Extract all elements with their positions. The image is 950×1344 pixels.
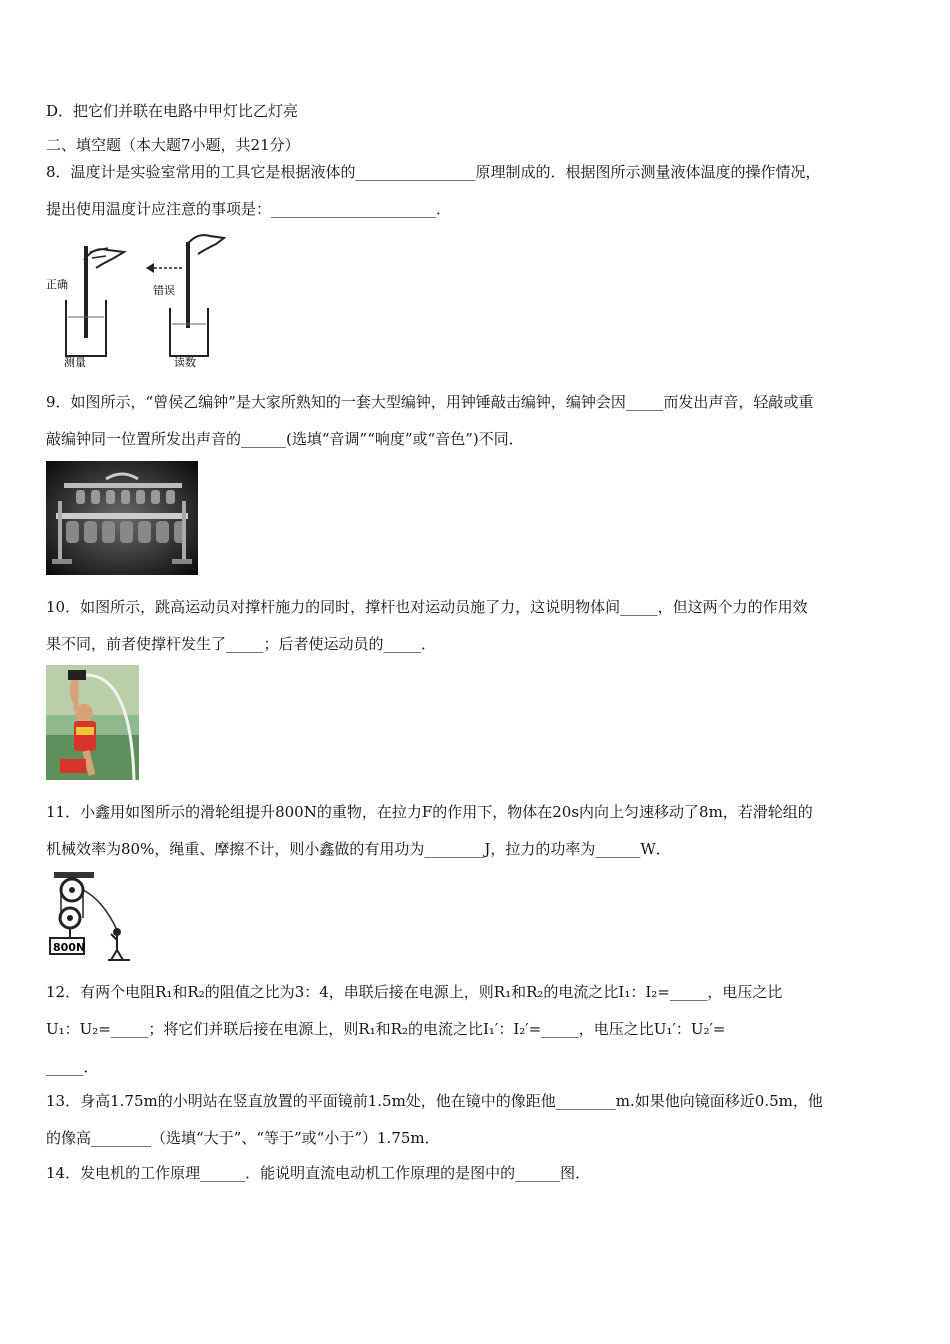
question-13-line-1: 13．身高1.75m的小明站在竖直放置的平面镜前1.5m处，他在镜中的像距他________m.如果他向镜面移近0.5m，他 xyxy=(46,1092,823,1110)
label-wrong: 错误 xyxy=(153,284,175,297)
question-12-line-1: 12．有两个电阻R₁和R₂的阻值之比为3：4，串联后接在电源上，则R₁和R₂的电流之比I₁：I₂=_____，电压之比 xyxy=(46,983,783,1001)
question-8-line-1: 8．温度计是实验室常用的工具它是根据液体的________________原理制成的．根据图所示测量液体温度的操作情况， xyxy=(46,163,821,181)
weight-label: 800N xyxy=(53,941,86,954)
question-14-line-1: 14．发电机的工作原理______．能说明直流电动机工作原理的是图中的______图． xyxy=(46,1164,591,1182)
wrong-reading-diagram xyxy=(146,235,224,367)
thermometer-figure xyxy=(46,232,226,367)
option-d: D．把它们并联在电路中甲灯比乙灯亮 xyxy=(46,102,299,120)
label-read: 读数 xyxy=(174,356,196,367)
bells-photo xyxy=(46,461,198,575)
question-12-line-3: _____． xyxy=(46,1058,99,1076)
question-11-line-2: 机械效率为80%，绳重、摩擦不计，则小鑫做的有用功为________J，拉力的功率为______W． xyxy=(46,840,671,858)
correct-measurement-diagram xyxy=(46,246,124,367)
question-12-line-2: U₁：U₂=_____；将它们并联后接在电源上，则R₁和R₂的电流之比I₁′：I₂′=_____，电压之比U₁′：U₂′= xyxy=(46,1020,726,1038)
question-9-line-2: 敲编钟同一位置所发出声音的______(选填“音调”“响度”或“音色”)不同． xyxy=(46,430,524,448)
section-heading: 二、填空题（本大题7小题，共21分） xyxy=(46,136,300,154)
question-13-line-2: 的像高________（选填“大于”、“等于”或“小于”）1.75m． xyxy=(46,1129,440,1147)
question-9-line-1: 9．如图所示，“曾侯乙编钟”是大家所熟知的一套大型编钟，用钟锤敲击编钟，编钟会因_____而发出声音，轻敲或重 xyxy=(46,393,814,411)
pulley-figure xyxy=(46,870,132,964)
question-8-line-2: 提出使用温度计应注意的事项是：______________________． xyxy=(46,200,452,218)
label-measure: 测量 xyxy=(64,356,86,367)
question-11-line-1: 11．小鑫用如图所示的滑轮组提升800N的重物，在拉力F的作用下，物体在20s内向上匀速移动了8m，若滑轮组的 xyxy=(46,803,813,821)
pole-vault-photo xyxy=(46,665,139,780)
question-10-line-1: 10．如图所示，跳高运动员对撑杆施力的同时，撑杆也对运动员施了力，这说明物体间_____，但这两个力的作用效 xyxy=(46,598,808,616)
question-10-line-2: 果不同，前者使撑杆发生了_____；后者使运动员的_____． xyxy=(46,635,437,653)
label-correct: 正确 xyxy=(46,278,68,291)
